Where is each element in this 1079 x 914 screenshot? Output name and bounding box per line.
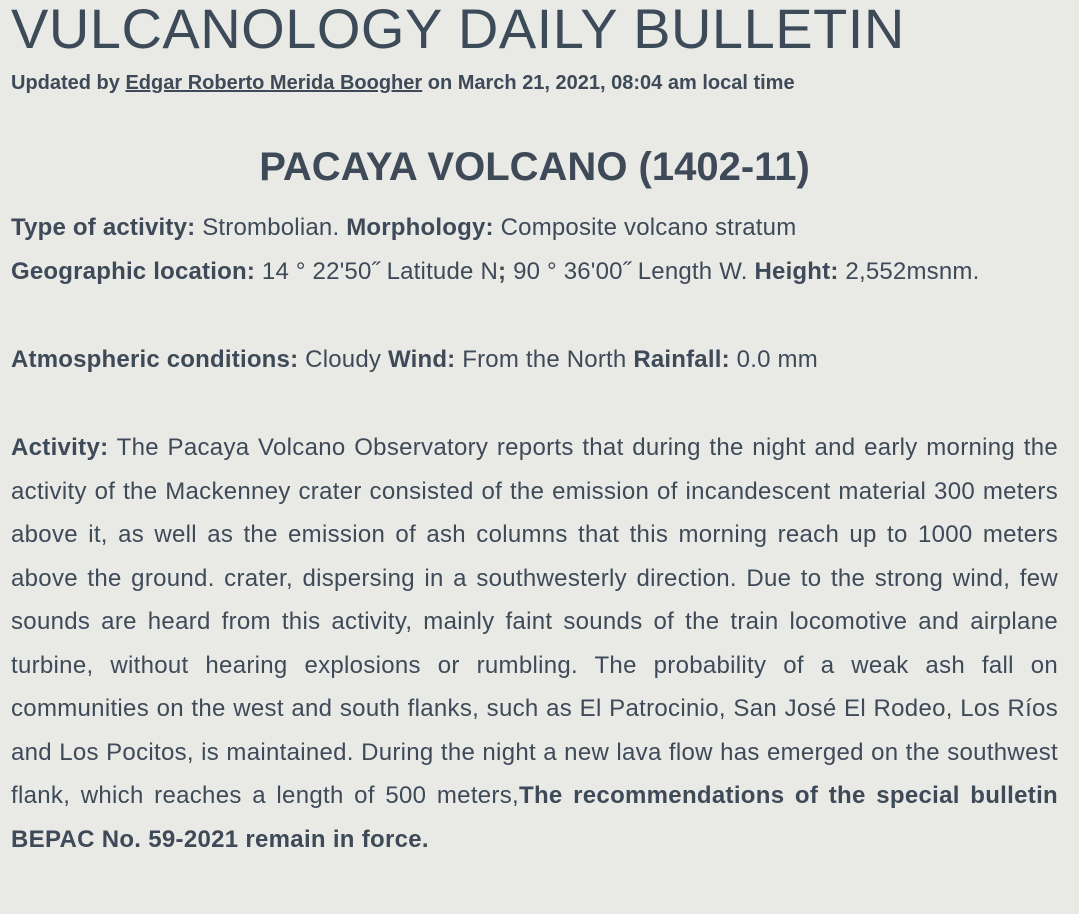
rainfall-label: Rainfall: [633, 346, 730, 373]
location-line [11, 250, 1058, 294]
activity-paragraph [11, 426, 1058, 861]
type-label: Type of activity: [11, 214, 196, 241]
updated-suffix: on March 21, 2021, 08:04 am local time [427, 72, 795, 94]
atmospheric-value: Cloudy [305, 346, 382, 373]
wind-label: Wind: [387, 346, 456, 373]
volcano-info [11, 206, 1058, 426]
rainfall-value: 0.0 mm [736, 346, 818, 373]
author-link[interactable]: Edgar Roberto Merida Boogher [125, 72, 423, 94]
location-separator: ; [497, 258, 507, 285]
morphology-value: Composite volcano stratum [500, 214, 797, 241]
height-label: Height: [754, 258, 839, 285]
bulletin-page [11, 0, 1058, 861]
updated-line [11, 70, 1058, 96]
location-label: Geographic location: [11, 258, 256, 285]
type-value: Strombolian. [202, 214, 340, 241]
morphology-label: Morphology: [346, 214, 494, 241]
bulletin-title: VULCANOLOGY DAILY BULLETIN [11, 0, 905, 60]
activity-label: Activity: [11, 434, 109, 461]
updated-prefix: Updated by [11, 72, 120, 94]
activity-text: The Pacaya Volcano Observatory reports that during the night and early morning the activity of the Mackenney crater consisted of the emission of incandescent material 300 meters above it, as well as the emission of ash columns that this morning reach up to 1000 meters above the ground. crater, dispersing in a southwesterly direction. Due to the strong wind, few sounds are heard from this activity, mainly faint sounds of the train locomotive and airplane turbine, without hearing explosions or rumbling. The probability of a weak ash fall on communities on the west and south flanks, such as El Patrocinio, San José El Rodeo, Los Ríos and Los Pocitos, is maintained. During the night a new lava flow has emerged on the southwest flank, which reaches a length of 500 meters, [11, 434, 1058, 809]
wind-value: From the North [462, 346, 627, 373]
conditions-line [11, 338, 1058, 382]
atmospheric-label: Atmospheric conditions: [11, 346, 299, 373]
type-line [11, 206, 1058, 250]
location-value-2: 90 ° 36'00˝ Length W. [513, 258, 748, 285]
recommendation-text: The recommendations of the special bulletin BEPAC No. 59-2021 remain in force. [11, 782, 1058, 853]
volcano-title: PACAYA VOLCANO (1402-11) [259, 145, 810, 189]
spacer [11, 294, 1058, 338]
location-value: 14 ° 22'50˝ Latitude N [261, 258, 498, 285]
height-value: 2,552msnm. [845, 258, 980, 285]
spacer [11, 382, 1058, 426]
